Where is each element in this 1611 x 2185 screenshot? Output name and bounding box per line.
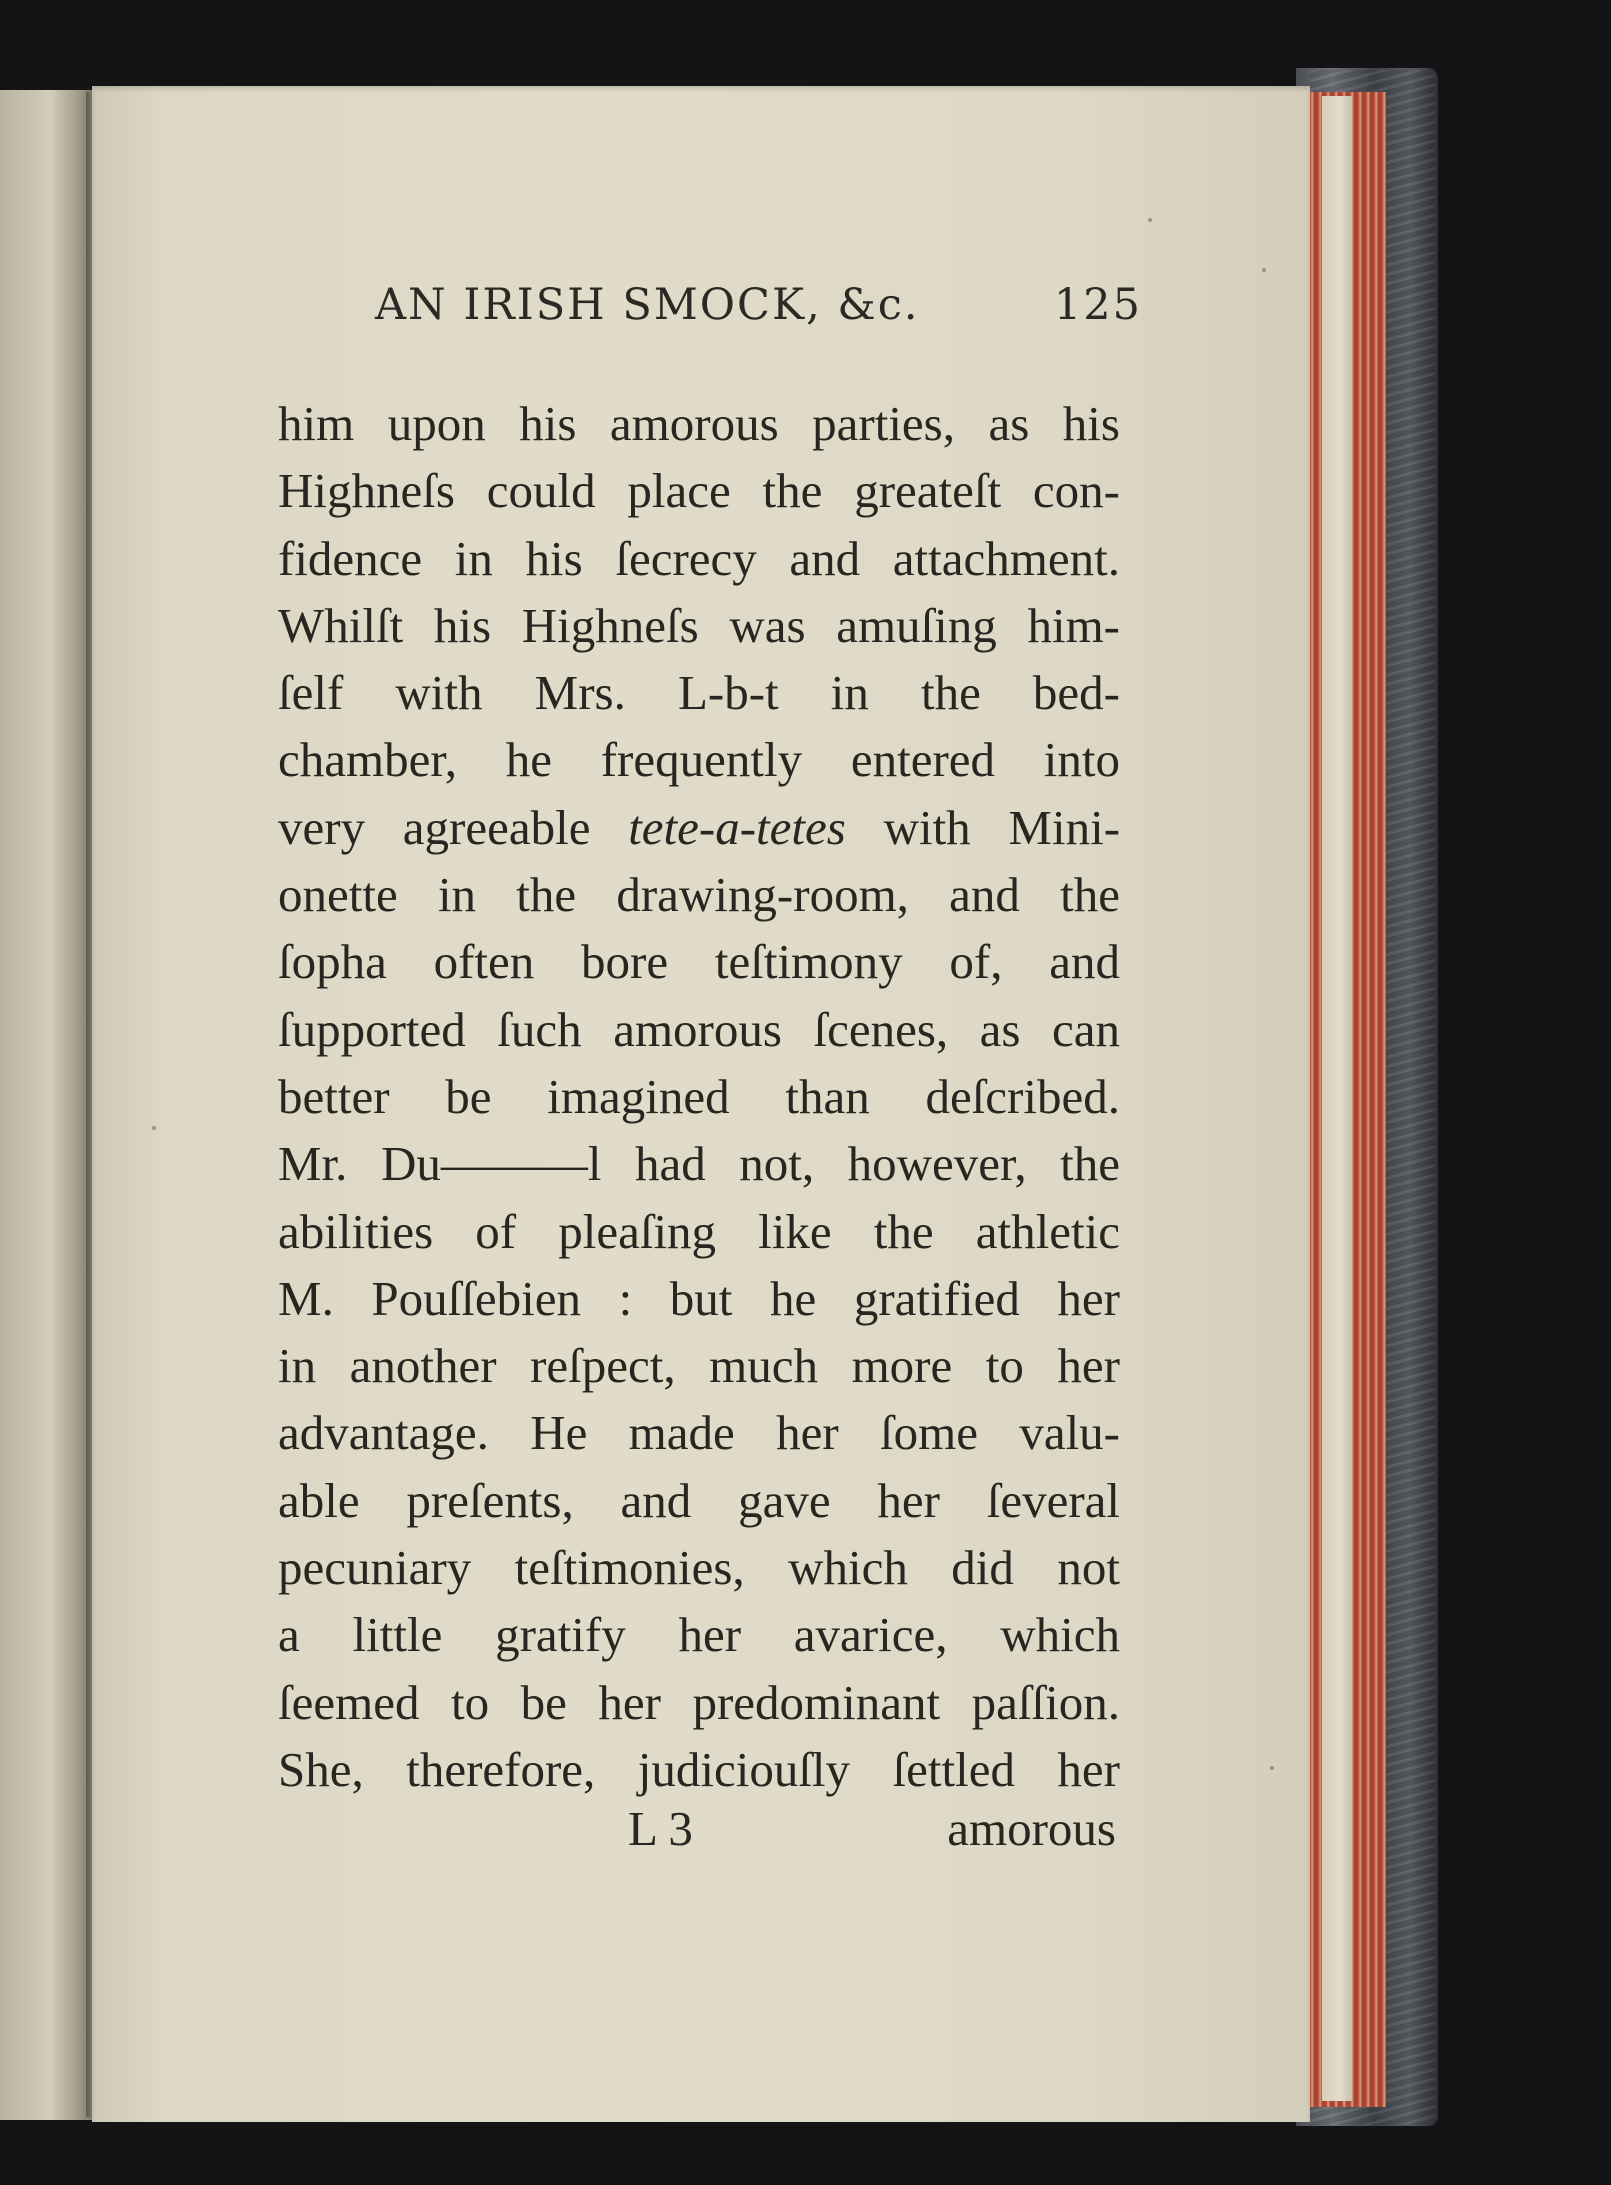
page-block-edge [1322,96,1352,2101]
text-line: M. Pouſſebien : but he gratified her [278,1270,1120,1326]
text-line: ſopha often bore teſtimony of, and [278,934,1120,990]
text-line: a little gratify her avarice, which [278,1607,1120,1663]
paper-speck [1148,218,1152,222]
text-line: fidence in his ſecrecy and attachment. [278,530,1120,586]
page-number: 125 [1053,280,1142,330]
text-line: She, therefore, judiciouſly ſettled her [278,1741,1120,1797]
text-line-end: with Mini- [883,799,1120,855]
catchword: amorous [947,1801,1116,1856]
text-line: pecuniary teſtimonies, which did not [278,1540,1120,1596]
page-footer [278,1800,1120,1870]
running-head [282,280,1142,340]
text-line: abilities of pleaſing like the athletic [278,1203,1120,1259]
running-head-title: AN IRISH SMOCK, &c. [375,280,920,330]
text-line: Highneſs could place the greateſt con- [278,463,1120,519]
paper-speck [1262,268,1266,272]
body-text [278,390,1120,1803]
facing-page-edge [0,90,92,2120]
text-line: ſupported ſuch amorous ſcenes, as can [278,1001,1120,1057]
paper-speck [1270,1766,1274,1770]
text-line: ſelf with Mrs. L-b-t in the bed- [278,665,1120,721]
text-line-with-italic [278,794,1120,861]
text-line: Whilſt his Highneſs was amuſing him- [278,597,1120,653]
text-line: onette in the drawing-room, and the [278,867,1120,923]
text-line: ſeemed to be her predominant paſſion. [278,1674,1120,1730]
text-line: able preſents, and gave her ſeveral [278,1472,1120,1528]
text-line: him upon his amorous parties, as his [278,396,1120,451]
text-line: advantage. He made her ſome valu- [278,1405,1120,1461]
text-line: in another reſpect, much more to her [278,1338,1120,1394]
text-line: chamber, he frequently entered into [278,732,1120,788]
italic-phrase: tete-a-tetes [628,799,846,855]
signature-mark: L 3 [628,1801,693,1856]
paper-speck [152,1126,156,1130]
text-line-start: very agreeable [278,799,591,855]
text-line: better be imagined than deſcribed. [278,1068,1120,1124]
text-line: Mr. Du———l had not, however, the [278,1136,1120,1192]
